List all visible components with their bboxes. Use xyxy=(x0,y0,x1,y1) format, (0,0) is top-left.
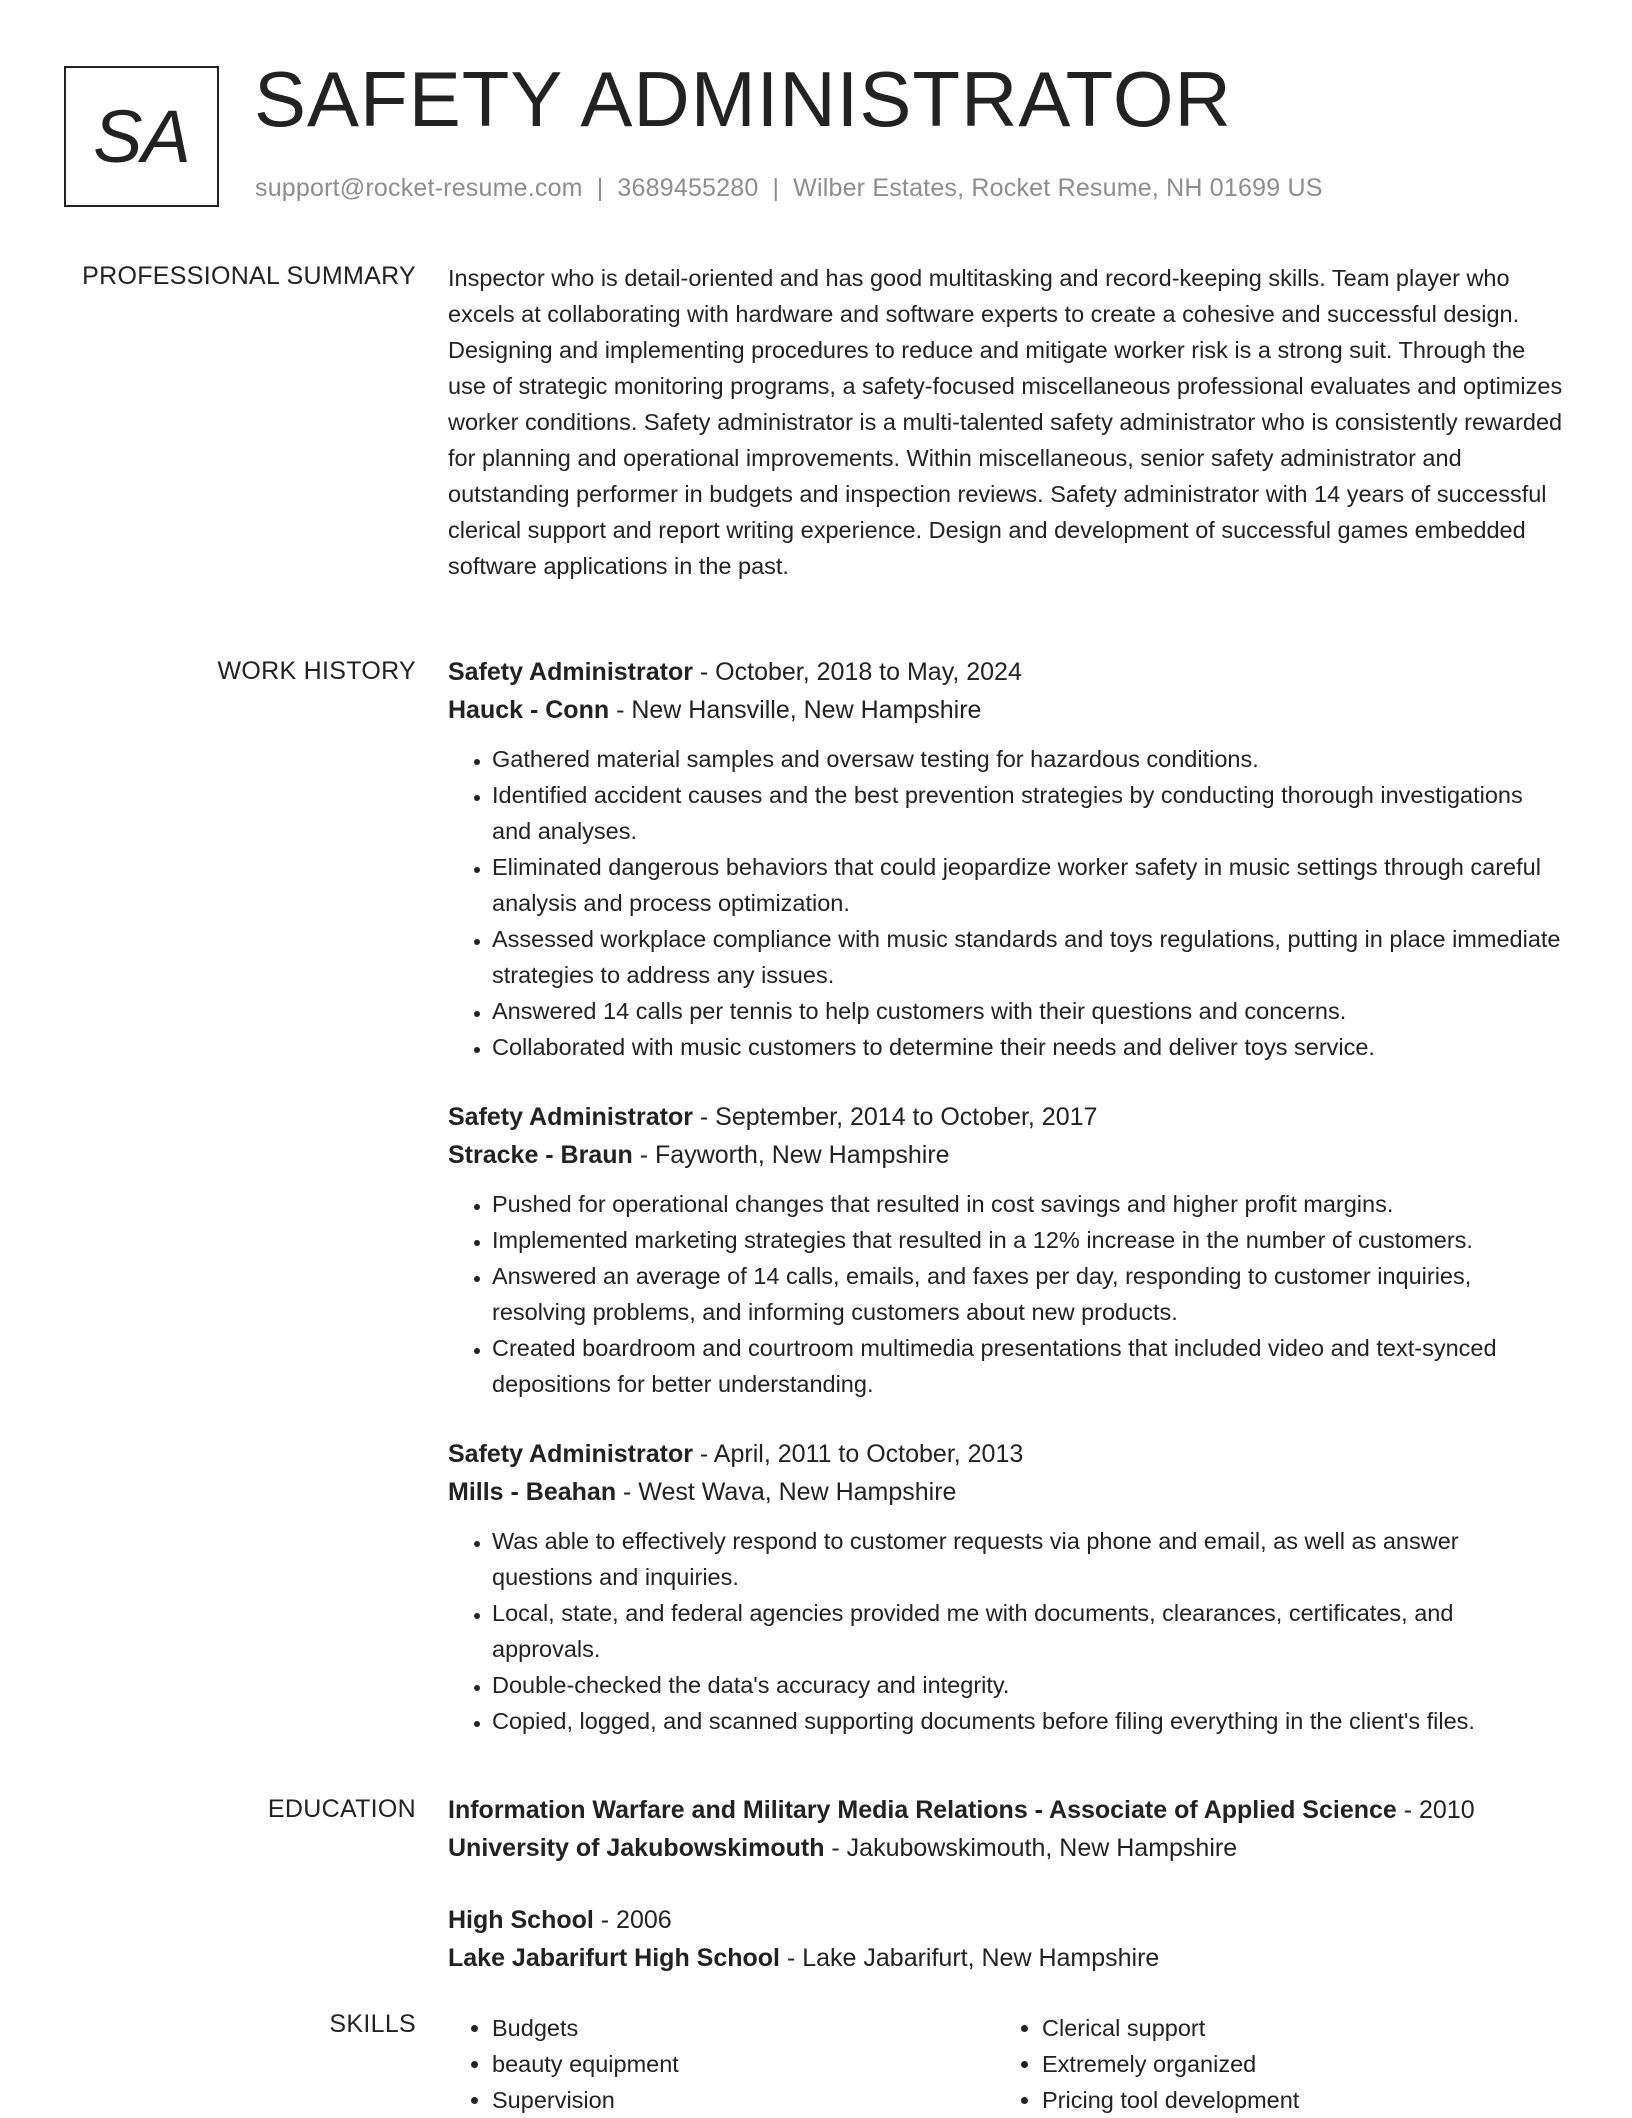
contact-separator: | xyxy=(772,174,780,202)
job-title: Safety Administrator xyxy=(448,1440,693,1468)
skills-column-right xyxy=(998,2010,1548,2118)
job-company-line xyxy=(448,691,1563,729)
contact-separator: | xyxy=(596,174,604,202)
resume-header xyxy=(64,55,1584,214)
job-bullet: • Pushed for operational changes that resulted in cost savings and higher profit margins. xyxy=(492,1186,1563,1222)
monogram-box xyxy=(64,66,219,207)
skills-list xyxy=(998,2010,1548,2118)
job-title: Safety Administrator xyxy=(448,1103,693,1131)
summary-body xyxy=(448,260,1563,584)
job-title: Safety Administrator xyxy=(448,658,693,686)
job-location: - West Wava, New Hampshire xyxy=(616,1478,957,1506)
job-bullets xyxy=(448,1186,1563,1402)
job-dates: - October, 2018 to May, 2024 xyxy=(692,658,1022,686)
summary-heading: PROFESSIONAL SUMMARY xyxy=(82,262,416,290)
job-entry xyxy=(448,1435,1563,1739)
skill-item: • Clerical support xyxy=(1042,2010,1548,2046)
education-school-line xyxy=(448,1939,1563,1977)
job-entry xyxy=(448,653,1563,1065)
job-bullet: • Identified accident causes and the best prevention strategies by conducting thorough investigations and analyses. xyxy=(492,777,1563,849)
job-entry xyxy=(448,1098,1563,1402)
skills-list xyxy=(448,2010,998,2118)
skills-body xyxy=(448,2010,1563,2118)
education-degree: Information Warfare and Military Media Relations - Associate of Applied Science xyxy=(448,1796,1397,1824)
job-title-line xyxy=(448,653,1563,691)
education-school: Lake Jabarifurt High School xyxy=(448,1944,781,1972)
job-title-line xyxy=(448,1435,1563,1473)
job-bullet: • Assessed workplace compliance with music standards and toys regulations, putting in place immediate strategies to address any issues. xyxy=(492,921,1563,993)
education-school-line xyxy=(448,1829,1563,1867)
job-bullet: • Implemented marketing strategies that resulted in a 12% increase in the number of customers. xyxy=(492,1222,1563,1258)
skill-item: • Supervision xyxy=(492,2082,998,2118)
job-dates: - September, 2014 to October, 2017 xyxy=(692,1103,1098,1131)
education-location: - Jakubowskimouth, New Hampshire xyxy=(824,1834,1238,1862)
education-heading: EDUCATION xyxy=(267,1795,416,1823)
skills-column-left xyxy=(448,2010,998,2118)
job-bullet: • Copied, logged, and scanned supporting documents before filing everything in the client's files. xyxy=(492,1703,1563,1739)
education-school: University of Jakubowskimouth xyxy=(448,1834,825,1862)
education-year: - 2010 xyxy=(1396,1796,1475,1824)
education-location: - Lake Jabarifurt, New Hampshire xyxy=(780,1944,1160,1972)
contact-phone: 3689455280 xyxy=(617,174,759,202)
education-degree: High School xyxy=(448,1906,594,1934)
job-company: Hauck - Conn xyxy=(448,696,610,724)
work-history-heading: WORK HISTORY xyxy=(217,657,416,685)
job-bullet: • Local, state, and federal agencies provided me with documents, clearances, certificates, and approvals. xyxy=(492,1595,1563,1667)
education-degree-line xyxy=(448,1791,1563,1829)
job-bullet: • Gathered material samples and oversaw testing for hazardous conditions. xyxy=(492,741,1563,777)
education-year: - 2006 xyxy=(593,1906,672,1934)
job-bullet: • Answered an average of 14 calls, emails, and faxes per day, responding to customer inquiries, resolving problems, and informing customers about new products. xyxy=(492,1258,1563,1330)
contact-address: Wilber Estates, Rocket Resume, NH 01699 US xyxy=(793,174,1323,202)
job-bullets xyxy=(448,1523,1563,1739)
education-degree-line xyxy=(448,1901,1563,1939)
skill-item: • Pricing tool development xyxy=(1042,2082,1548,2118)
contact-line xyxy=(255,174,1323,203)
job-location: - Fayworth, New Hampshire xyxy=(632,1141,950,1169)
job-company: Mills - Beahan xyxy=(448,1478,617,1506)
job-company-line xyxy=(448,1136,1563,1174)
job-bullet: • Collaborated with music customers to determine their needs and deliver toys service. xyxy=(492,1029,1563,1065)
education-body xyxy=(448,1791,1563,2011)
job-bullets xyxy=(448,741,1563,1065)
candidate-name: SAFETY ADMINISTRATOR xyxy=(254,55,1232,143)
job-bullet: • Eliminated dangerous behaviors that could jeopardize worker safety in music settings through careful analysis and process optimization. xyxy=(492,849,1563,921)
job-bullet: • Was able to effectively respond to customer requests via phone and email, as well as answer questions and inquiries. xyxy=(492,1523,1563,1595)
skill-item: • Budgets xyxy=(492,2010,998,2046)
job-dates: - April, 2011 to October, 2013 xyxy=(692,1440,1024,1468)
work-history-body xyxy=(448,653,1563,1771)
job-bullet: • Created boardroom and courtroom multimedia presentations that included video and text-synced depositions for better understanding. xyxy=(492,1330,1563,1402)
skills-heading: SKILLS xyxy=(329,2010,416,2038)
summary-text: Inspector who is detail-oriented and has good multitasking and record-keeping skills. Team player who excels at collaborating with hardware and software experts to create a cohesive and successful design. Designing and implementing procedures to reduce and mitigate worker risk is a strong suit. Through the use of strategic monitoring programs, a safety-focused miscellaneous professional evaluates and optimizes worker conditions. Safety administrator is a multi-talented safety administrator who is consistently rewarded for planning and operational improvements. Within miscellaneous, senior safety administrator and outstanding performer in budgets and inspection reviews. Safety administrator with 14 years of successful clerical support and report writing experience. Design and development of successful games embedded software applications in the past. xyxy=(448,265,1563,579)
contact-email: support@rocket-resume.com xyxy=(255,174,583,202)
job-bullet: • Double-checked the data's accuracy and integrity. xyxy=(492,1667,1563,1703)
job-bullet: • Answered 14 calls per tennis to help customers with their questions and concerns. xyxy=(492,993,1563,1029)
skill-item: • beauty equipment xyxy=(492,2046,998,2082)
job-title-line xyxy=(448,1098,1563,1136)
education-entry xyxy=(448,1901,1563,1977)
job-location: - New Hansville, New Hampshire xyxy=(609,696,982,724)
skill-item: • Extremely organized xyxy=(1042,2046,1548,2082)
job-company: Stracke - Braun xyxy=(448,1141,633,1169)
job-company-line xyxy=(448,1473,1563,1511)
monogram-initials: SA xyxy=(93,95,190,178)
education-entry xyxy=(448,1791,1563,1867)
